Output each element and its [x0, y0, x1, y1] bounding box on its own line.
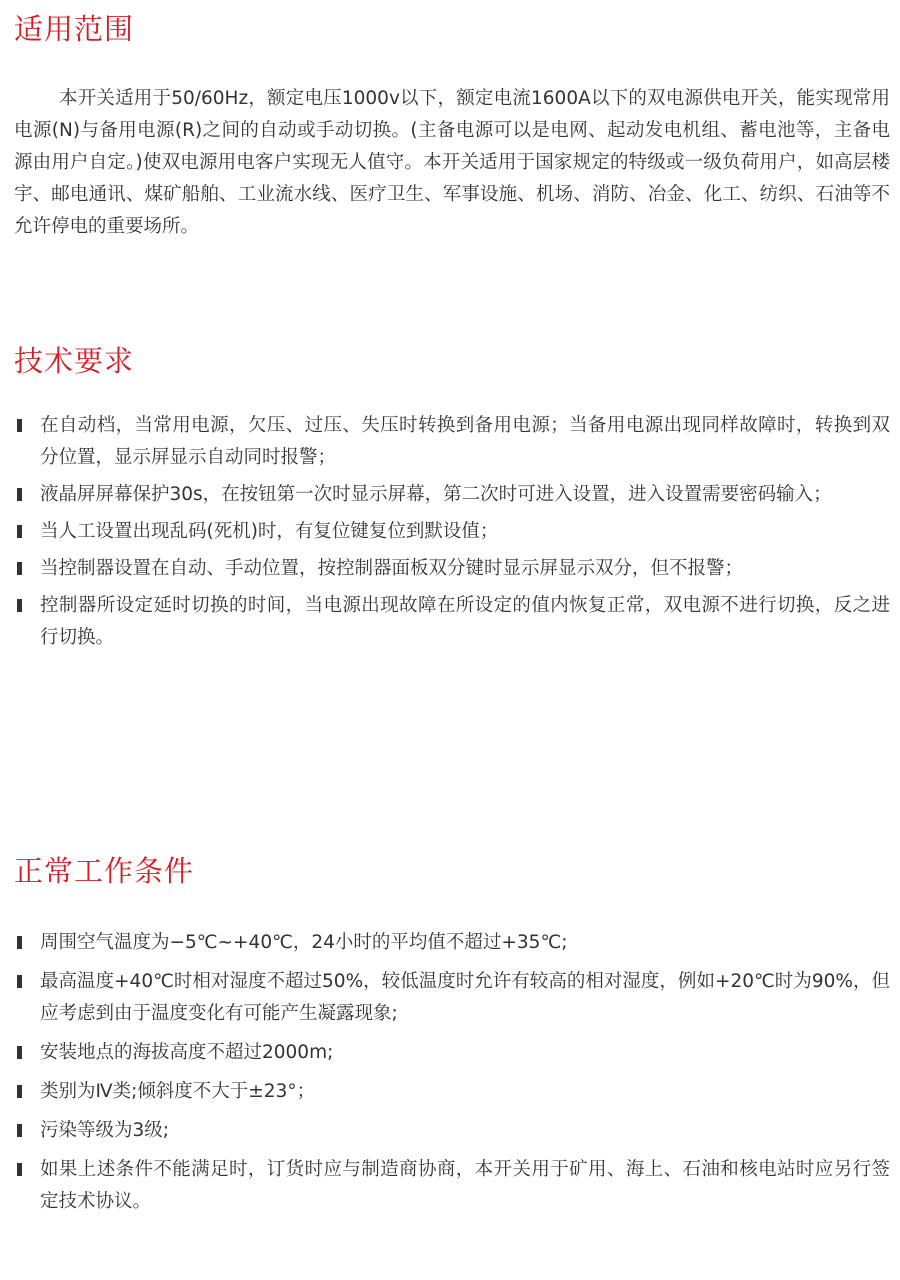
bullet-icon — [17, 1046, 22, 1059]
list-item — [14, 1115, 890, 1147]
list-item — [14, 516, 890, 548]
bullet-icon — [17, 936, 22, 949]
list-item — [14, 410, 890, 474]
list-item — [14, 553, 890, 585]
bullet-icon — [17, 488, 22, 501]
list-item — [14, 1037, 890, 1069]
list-item — [14, 927, 890, 959]
conditions-list — [14, 927, 890, 1218]
bullet-icon — [17, 525, 22, 538]
list-item — [14, 479, 890, 511]
list-item — [14, 590, 890, 654]
list-item-text: 安装地点的海拔高度不超过2000m; — [40, 1042, 334, 1063]
list-item-text: 周围空气温度为−5℃~+40℃，24小时的平均值不超过+35℃; — [40, 932, 568, 953]
bullet-icon — [17, 1085, 22, 1098]
list-item — [14, 966, 890, 1030]
bullet-icon — [17, 562, 22, 575]
scope-body: 本开关适用于50/60Hz，额定电压1000v以下，额定电流1600A以下的双电源供电开关，能实现常用电源(N)与备用电源(R)之间的自动或手动切换。(主备电源可以是电网、起动发电机组、蓄电池等，主备电源由用户自定。)使双电源用电客户实现无人值守。本开关适用于国家规定的特级或一级负荷用户，如高层楼宇、邮电通讯、煤矿船舶、工业流水线、医疗卫生、军事设施、机场、消防、冶金、化工、纺织、石油等不允许停电的重要场所。 — [14, 88, 890, 237]
list-item — [14, 1154, 890, 1218]
bullet-icon — [17, 1163, 22, 1176]
scope-title: 适用范围 — [14, 12, 135, 46]
list-item-text: 控制器所设定延时切换的时间，当电源出现故障在所设定的值内恢复正常，双电源不进行切换，反之进行切换。 — [40, 595, 890, 648]
list-item — [14, 1076, 890, 1108]
list-item-text: 污染等级为3级; — [40, 1120, 170, 1141]
list-item-text: 如果上述条件不能满足时，订货时应与制造商协商，本开关用于矿用、海上、石油和核电站时应另行签定技术协议。 — [40, 1159, 890, 1212]
technical-title: 技术要求 — [14, 344, 135, 378]
bullet-icon — [17, 1124, 22, 1137]
bullet-icon — [17, 599, 22, 612]
technical-list — [14, 410, 890, 654]
list-item-text: 当人工设置出现乱码(死机)时，有复位键复位到默设值； — [40, 521, 499, 542]
bullet-icon — [17, 975, 22, 988]
list-item-text: 液晶屏屏幕保护30s，在按钮第一次时显示屏幕，第二次时可进入设置，进入设置需要密码输入； — [40, 484, 832, 505]
list-item-text: 类别为Ⅳ类;倾斜度不大于±23°； — [40, 1081, 316, 1102]
conditions-title: 正常工作条件 — [14, 854, 195, 888]
list-item-text: 当控制器设置在自动、手动位置，按控制器面板双分键时显示屏显示双分，但不报警； — [40, 558, 744, 579]
bullet-icon — [17, 419, 22, 432]
list-item-text: 最高温度+40℃时相对湿度不超过50%，较低温度时允许有较高的相对湿度，例如+20℃时为90%，但应考虑到由于温度变化有可能产生凝露现象; — [40, 971, 890, 1024]
list-item-text: 在自动档，当常用电源，欠压、过压、失压时转换到备用电源；当备用电源出现同样故障时，转换到双分位置，显示屏显示自动同时报警； — [40, 415, 890, 468]
